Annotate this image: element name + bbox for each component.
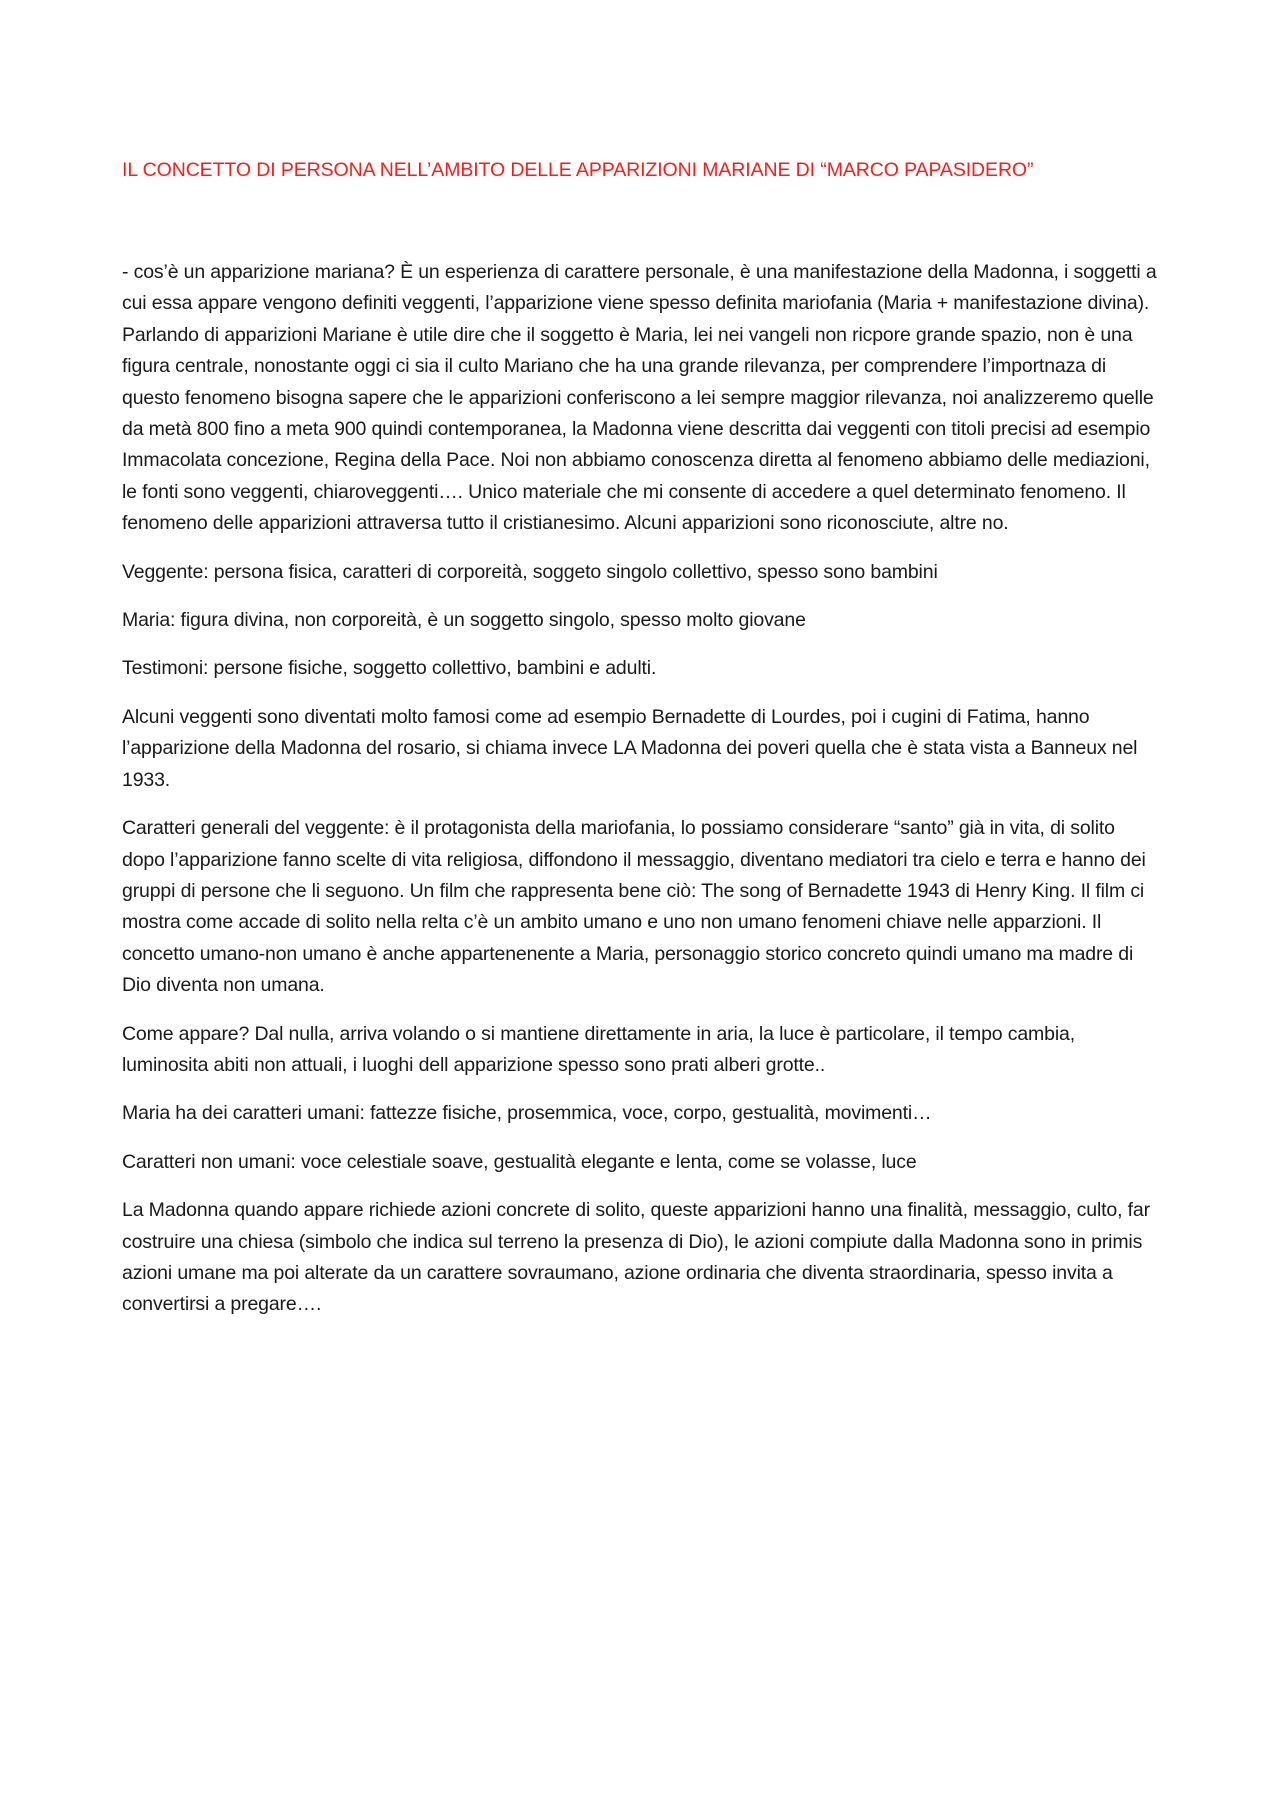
paragraph-testimoni: Testimoni: persone fisiche, soggetto collettivo, bambini e adulti.: [122, 657, 657, 680]
paragraph-veggente: Veggente: persona fisica, caratteri di corporeità, soggeto singolo collettivo, spesso sono bambini: [122, 560, 938, 583]
paragraph-caratteri-non-umani: Caratteri non umani: voce celestiale soave, gestualità elegante e lenta, come se volasse, luce: [122, 1150, 917, 1173]
paragraph-veggenti-famosi: Alcuni veggenti sono diventati molto famosi come ad esempio Bernadette di Lourdes, poi i cugini di Fatima, hanno l’apparizione della Madonna del rosario, si chiama invece LA Madonna dei poveri quella che è stata vista a Banneux nel 1933.: [122, 705, 1138, 791]
paragraph-come-appare: Come appare? Dal nulla, arriva volando o si mantiene direttamente in aria, la luce è particolare, il tempo cambia, luminosita abiti non attuali, i luoghi dell apparizione spesso sono prati alberi grotte..: [122, 1022, 1075, 1076]
paragraph-intro: - cos’è un apparizione mariana? È un esperienza di carattere personale, è una manifestazione della Madonna, i soggetti a cui essa appare vengono definiti veggenti, l’apparizione viene spesso definita mariofania (Maria + manifestazione divina). Parlando di apparizioni Mariane è utile dire che il soggetto è Maria, lei nei vangeli non ricpore grande spazio, non è una figura centrale, nonostante oggi ci sia il culto Mariano che ha una grande rilevanza, per comprendere l’importnaza di questo fenomeno bisogna sapere che le apparizioni conferiscono a lei sempre maggior rilevanza, noi analizzeremo quelle da metà 800 fino a meta 900 quindi contemporanea, la Madonna viene descritta dai veggenti con titoli precisi ad esempio Immacolata concezione, Regina della Pace. Noi non abbiamo conoscenza diretta al fenomeno abbiamo delle mediazioni, le fonti sono veggenti, chiaroveggenti…. Unico materiale che mi consente di accedere a quel determinato fenomeno. Il fenomeno delle apparizioni attraversa tutto il cristianesimo. Alcuni apparizioni sono riconosciute, altre no.: [122, 261, 1157, 535]
paragraph-caratteri-generali: Caratteri generali del veggente: è il protagonista della mariofania, lo possiamo considerare “santo” già in vita, di solito dopo l’apparizione fanno scelte di vita religiosa, diffondono il messaggio, diventano mediatori tra cielo e terra e hanno dei gruppi di persone che li seguono. Un film che rappresenta bene ciò: The song of Bernadette 1943 di Henry King. Il film ci mostra come accade di solito nella relta c’è un ambito umano e uno non umano fenomeni chiave nelle apparzioni. Il concetto umano-non umano è anche appartenenente a Maria, personaggio storico concreto quindi umano ma madre di Dio diventa non umana.: [122, 817, 1146, 997]
paragraph-maria: Maria: figura divina, non corporeità, è un soggetto singolo, spesso molto giovane: [122, 609, 806, 632]
document-body: [122, 257, 1160, 1338]
paragraph-azioni-concrete: La Madonna quando appare richiede azioni concrete di solito, queste apparizioni hanno una finalità, messaggio, culto, far costruire una chiesa (simbolo che indica sul terreno la presenza di Dio), le azioni compiute dalla Madonna sono in primis azioni umane ma poi alterate da un carattere sovraumano, azione ordinaria che diventa straordinaria, spesso invita a convertirsi a pregare….: [122, 1199, 1150, 1316]
document-title: IL CONCETTO DI PERSONA NELL’AMBITO DELLE APPARIZIONI MARIANE DI “MARCO PAPASIDERO”: [122, 159, 1034, 181]
paragraph-caratteri-umani: Maria ha dei caratteri umani: fattezze fisiche, prosemmica, voce, corpo, gestualità, movimenti…: [122, 1102, 932, 1125]
